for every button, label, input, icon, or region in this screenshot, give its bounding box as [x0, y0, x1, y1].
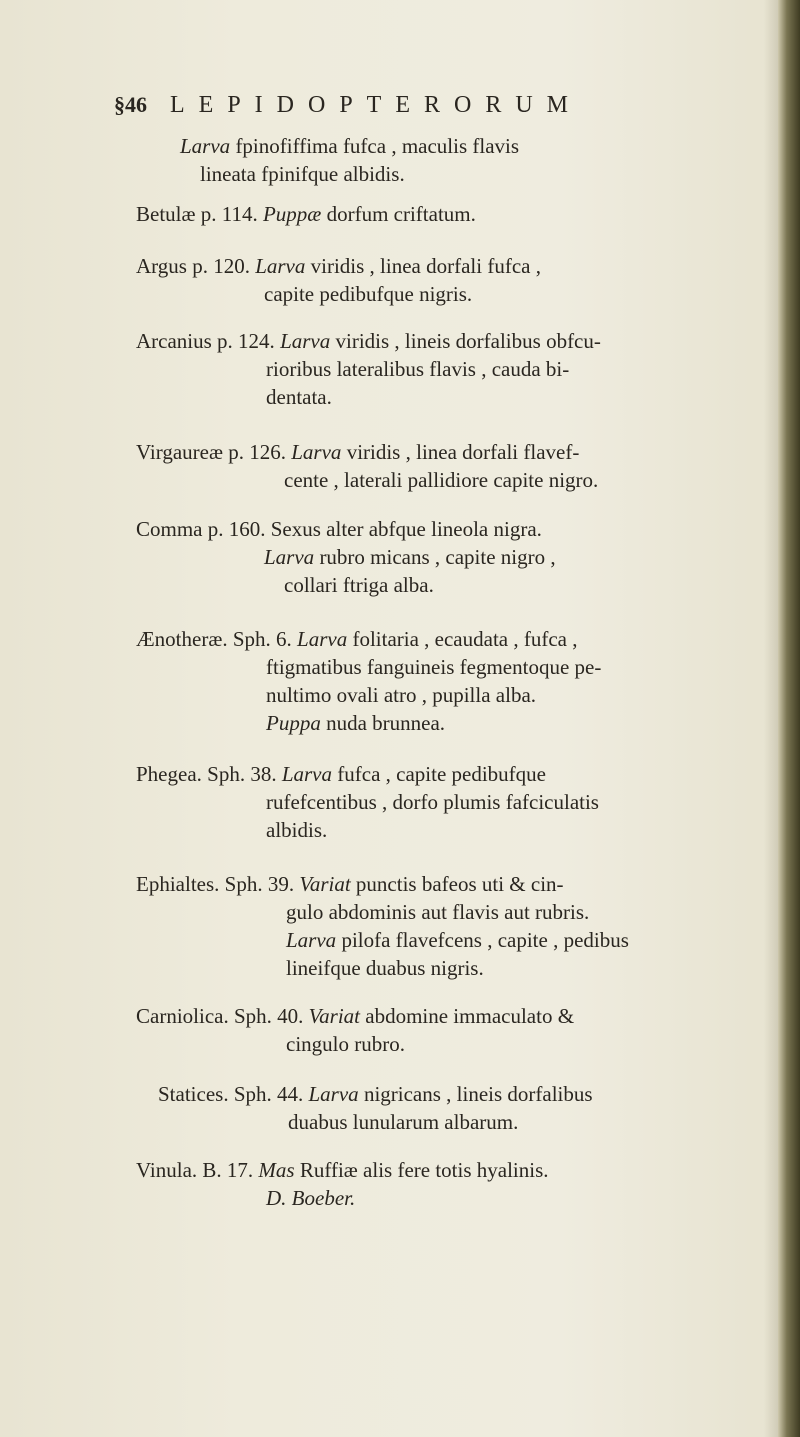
entry-ephialtes — [136, 870, 756, 982]
entry-line: D. Boeber. — [266, 1186, 356, 1210]
entry-betulae — [136, 200, 756, 228]
entry-line: dentata. — [266, 385, 332, 409]
entry-line: cingulo rubro. — [286, 1032, 405, 1056]
entry-line: cente , laterali pallidiore capite nigro. — [284, 468, 599, 492]
entry-line: nultimo ovali atro , pupilla alba. — [266, 683, 537, 707]
entry-line: Ænotheræ. Sph. 6. Larva folitaria , ecaudata , fufca , — [136, 627, 578, 651]
entry-line: Puppa nuda brunnea. — [266, 711, 446, 735]
entry-line: Carniolica. Sph. 40. Variat abdomine immaculato & — [136, 1004, 575, 1028]
entry-line: gulo abdominis aut flavis aut rubris. — [286, 900, 590, 924]
running-title: LEPIDOPTERORUM — [170, 92, 583, 118]
entry-phegea — [136, 760, 756, 844]
page-gutter-shadow — [764, 0, 778, 1437]
entry-argus — [136, 252, 756, 308]
entry-virgaureae — [136, 438, 756, 494]
entry-line: Larva pilofa flavefcens , capite , pedibus — [286, 928, 629, 952]
entry-line: collari ftriga alba. — [284, 573, 434, 597]
entry-line: Ephialtes. Sph. 39. Variat punctis bafeos uti & cin- — [136, 872, 564, 896]
entry-line: lineata fpinifque albidis. — [200, 162, 405, 186]
entry-aenotherae — [136, 625, 756, 737]
entry-line: Argus p. 120. Larva viridis , linea dorfali fufca , — [136, 254, 541, 278]
entry-line: Comma p. 160. Sexus alter abfque lineola nigra. — [136, 517, 542, 541]
entry-line: Larva rubro micans , capite nigro , — [264, 545, 556, 569]
entry-line: ftigmatibus fanguineis fegmentoque pe- — [266, 655, 602, 679]
entry-vinula — [136, 1156, 756, 1212]
entry-larva-spinosissima — [136, 132, 756, 188]
page-edge — [778, 0, 800, 1437]
entry-carniolica — [136, 1002, 756, 1058]
page-header — [114, 92, 734, 122]
entry-line: capite pedibufque nigris. — [264, 282, 473, 306]
entry-line: Statices. Sph. 44. Larva nigricans , lineis dorfalibus — [158, 1082, 593, 1106]
entry-line: rufefcentibus , dorfo plumis fafciculatis — [266, 790, 599, 814]
entry-line: lineifque duabus nigris. — [286, 956, 484, 980]
entry-line: Arcanius p. 124. Larva viridis , lineis dorfalibus obfcu- — [136, 329, 601, 353]
entry-line: albidis. — [266, 818, 328, 842]
entry-line: rioribus lateralibus flavis , cauda bi- — [266, 357, 570, 381]
page-number: §46 — [114, 92, 147, 117]
entry-line: Vinula. B. 17. Mas Ruffiæ alis fere totis hyalinis. — [136, 1158, 549, 1182]
entry-line: Virgaureæ p. 126. Larva viridis , linea dorfali flavef- — [136, 440, 580, 464]
entry-line: Phegea. Sph. 38. Larva fufca , capite pedibufque — [136, 762, 546, 786]
entry-line: Betulæ p. 114. Puppæ dorfum criftatum. — [136, 202, 476, 226]
entry-statices — [136, 1080, 756, 1136]
entry-arcanius — [136, 327, 756, 411]
entry-line: Larva fpinofiffima fufca , maculis flavis — [180, 134, 520, 158]
entry-line: duabus lunularum albarum. — [288, 1110, 519, 1134]
entry-comma — [136, 515, 756, 599]
